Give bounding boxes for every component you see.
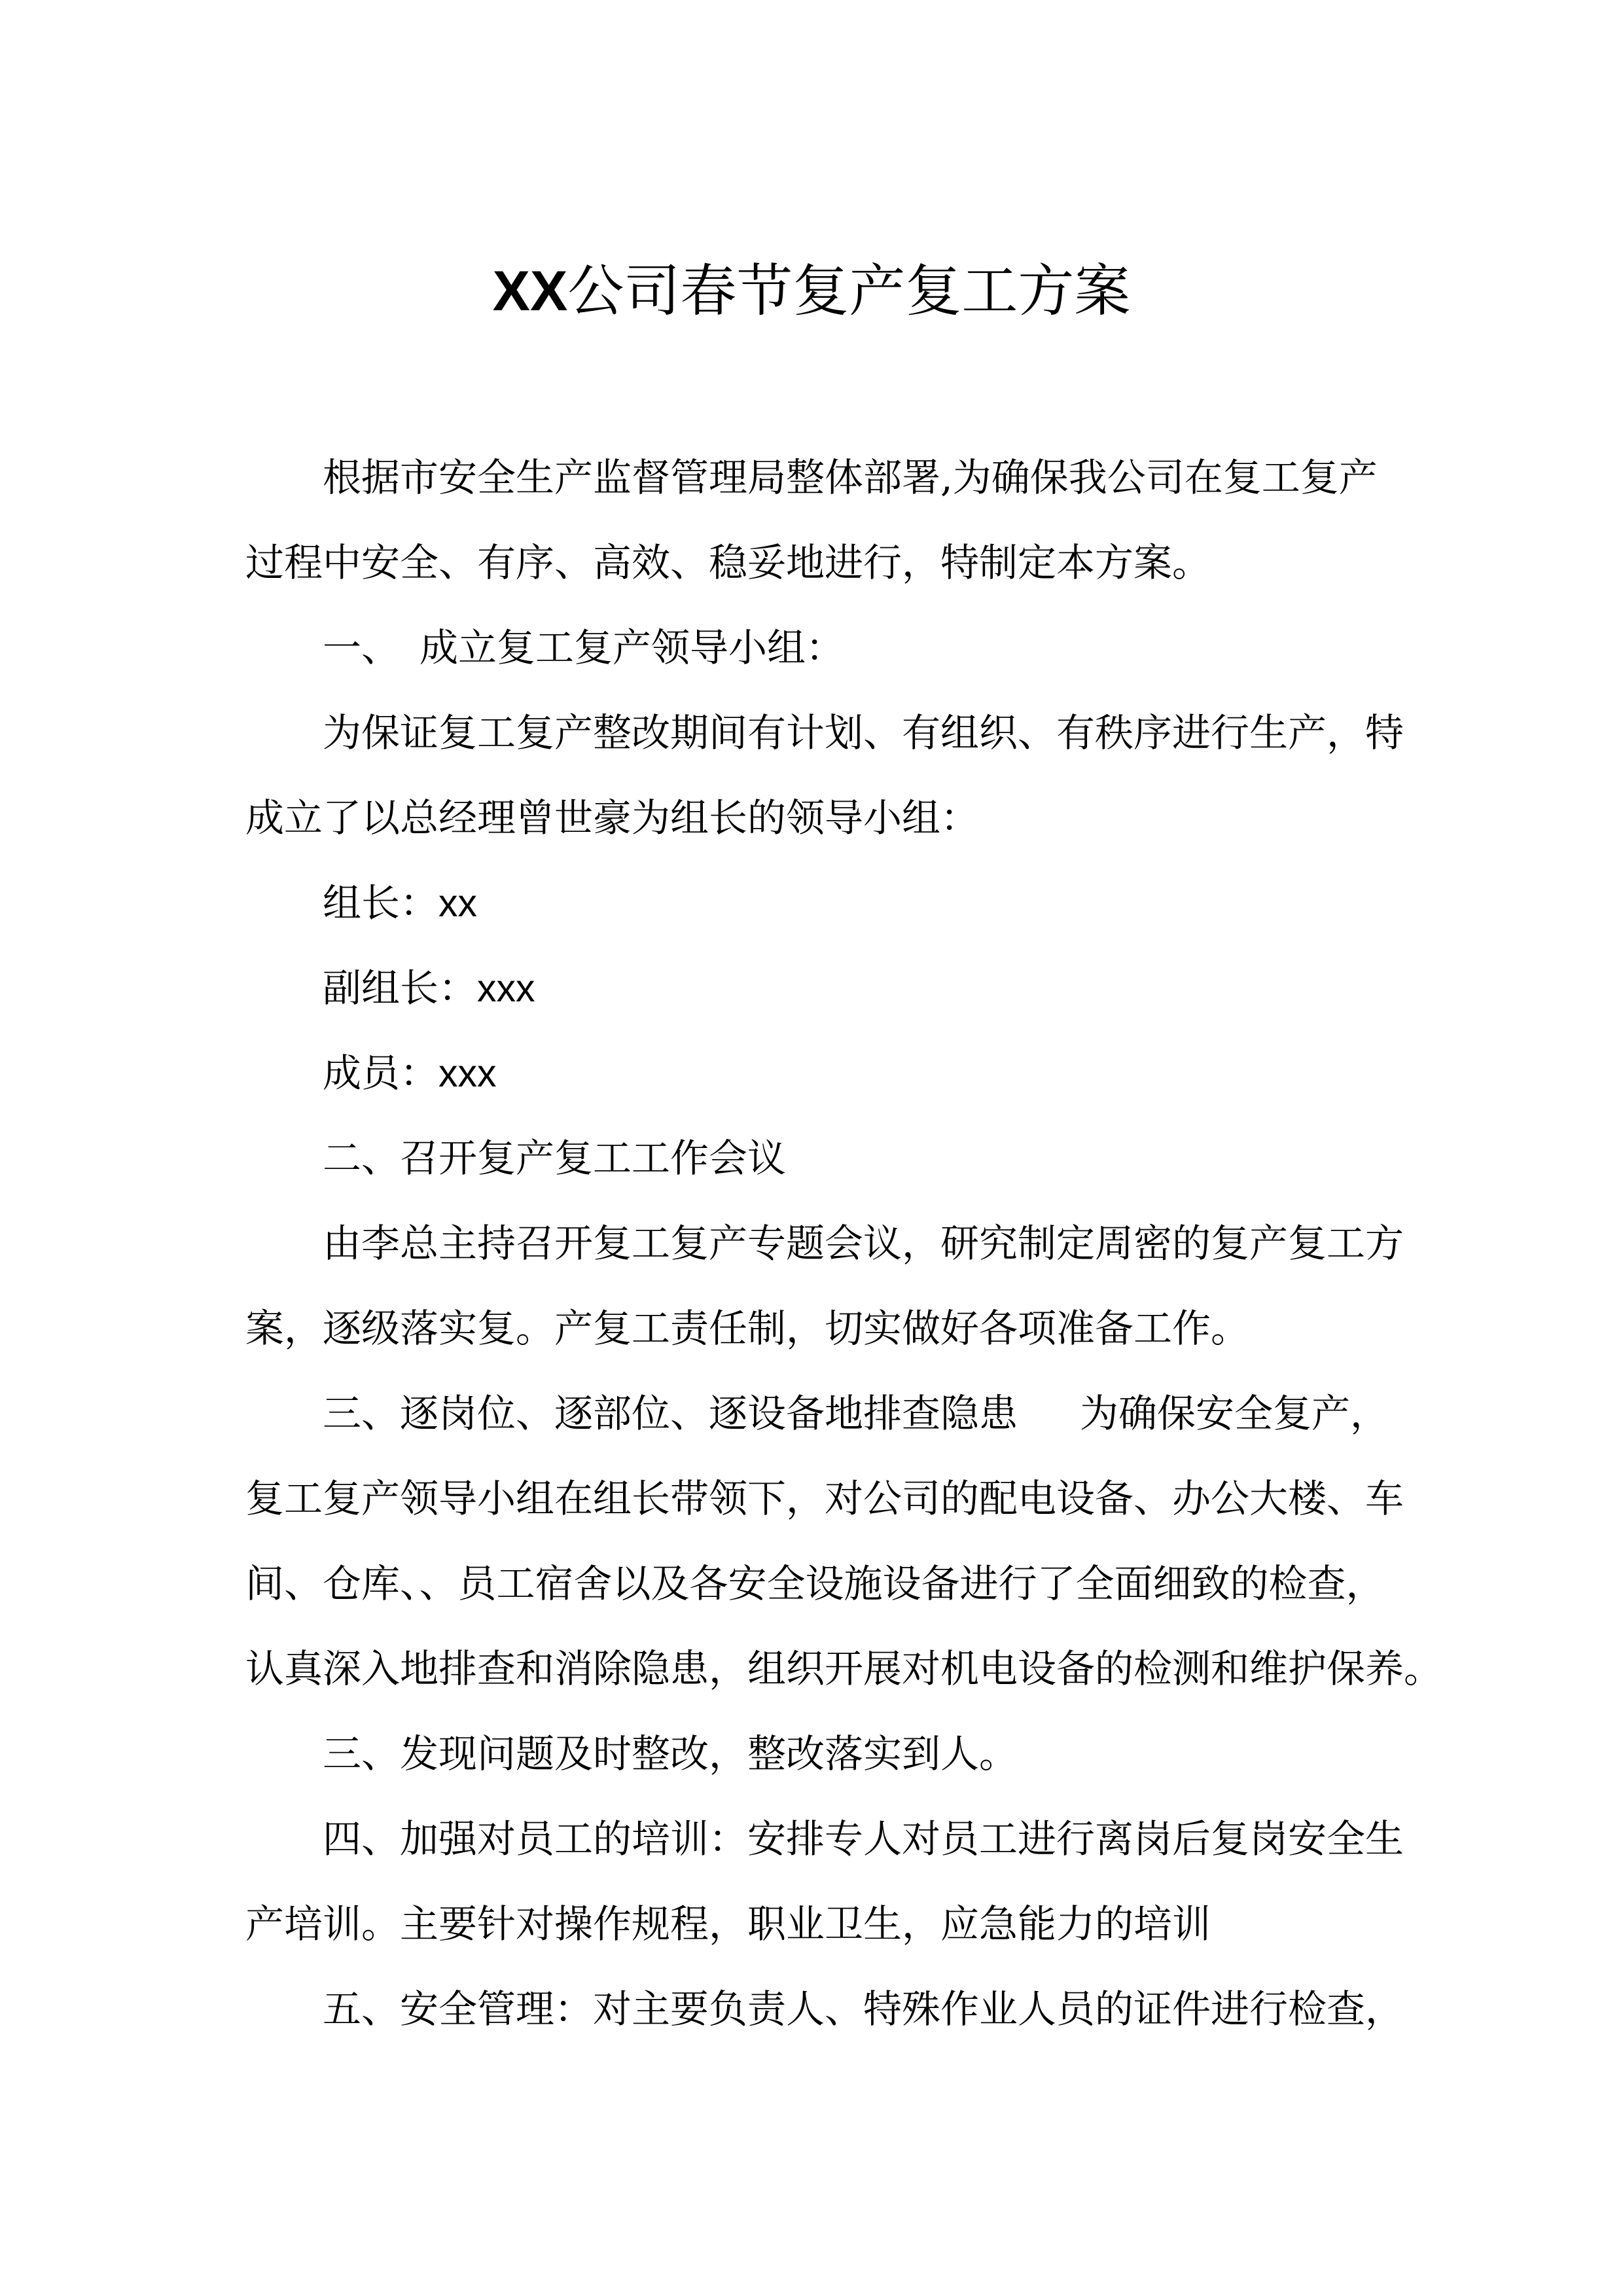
section-4-line-2: 产培训。主要针对操作规程，职业卫生，应急能力的培训 — [245, 1901, 1211, 1946]
section-3-heading-line — [323, 1388, 1389, 1440]
title-latin: XX — [492, 260, 568, 323]
paragraph-intro-line-2: 过程中安全、有序、高效、稳妥地进行，特制定本方案。 — [245, 540, 1211, 585]
leader-label: 组长： — [323, 880, 439, 925]
section-1-heading — [323, 622, 844, 674]
section-1-title: 成立复工复产领导小组： — [419, 625, 845, 670]
deputy-line — [323, 962, 535, 1014]
section-3-line-4: 认真深入地排查和消除隐患，组织开展对机电设备的检测和维护保养。 — [245, 1646, 1443, 1691]
section-3-line-3: 间、仓库、、员工宿舍以及各安全设施设备进行了全面细致的检查， — [245, 1561, 1385, 1606]
document-title — [0, 252, 1623, 331]
title-chinese: 公司春节复产复工方案 — [567, 259, 1131, 324]
section-3b-heading: 三、发现问题及时整改，整改落实到人。 — [323, 1731, 1018, 1776]
section-3-line-1-text: 为确保安全复产， — [1080, 1391, 1389, 1436]
section-3-line-2: 复工复产领导小组在组长带领下，对公司的配电设备、办公大楼、车 — [245, 1476, 1404, 1521]
paragraph-group-line-2: 成立了以总经理曾世豪为组长的领导小组： — [245, 795, 980, 840]
members-value: xxx — [438, 1052, 497, 1095]
members-line — [323, 1047, 497, 1100]
section-3-heading: 三、逐岗位、逐部位、逐设备地排查隐患 — [323, 1391, 1018, 1436]
deputy-label: 副组长： — [323, 965, 478, 1011]
paragraph-meeting-line-2: 案，逐级落实复。产复工责任制，切实做好各项准备工作。 — [245, 1306, 1250, 1351]
section-2-heading: 二、召开复产复工工作会议 — [323, 1136, 787, 1181]
deputy-value: xxx — [477, 967, 535, 1010]
section-1-number: 一、 — [323, 625, 401, 670]
paragraph-intro-line-1: 根据市安全生产监督管理局整体部署,为确保我公司在复工复产 — [323, 455, 1378, 500]
leader-line — [323, 877, 477, 929]
section-4-line-1: 四、加强对员工的培训：安排专人对员工进行离岗后复岗安全生 — [323, 1816, 1404, 1861]
paragraph-meeting-line-1: 由李总主持召开复工复产专题会议，研究制定周密的复产复工方 — [323, 1221, 1404, 1266]
section-5-line-1: 五、安全管理：对主要负责人、特殊作业人员的证件进行检查， — [323, 1986, 1404, 2032]
leader-value: xx — [438, 882, 478, 925]
members-label: 成员： — [323, 1050, 439, 1096]
paragraph-group-line-1: 为保证复工复产整改期间有计划、有组织、有秩序进行生产，特 — [323, 710, 1404, 755]
